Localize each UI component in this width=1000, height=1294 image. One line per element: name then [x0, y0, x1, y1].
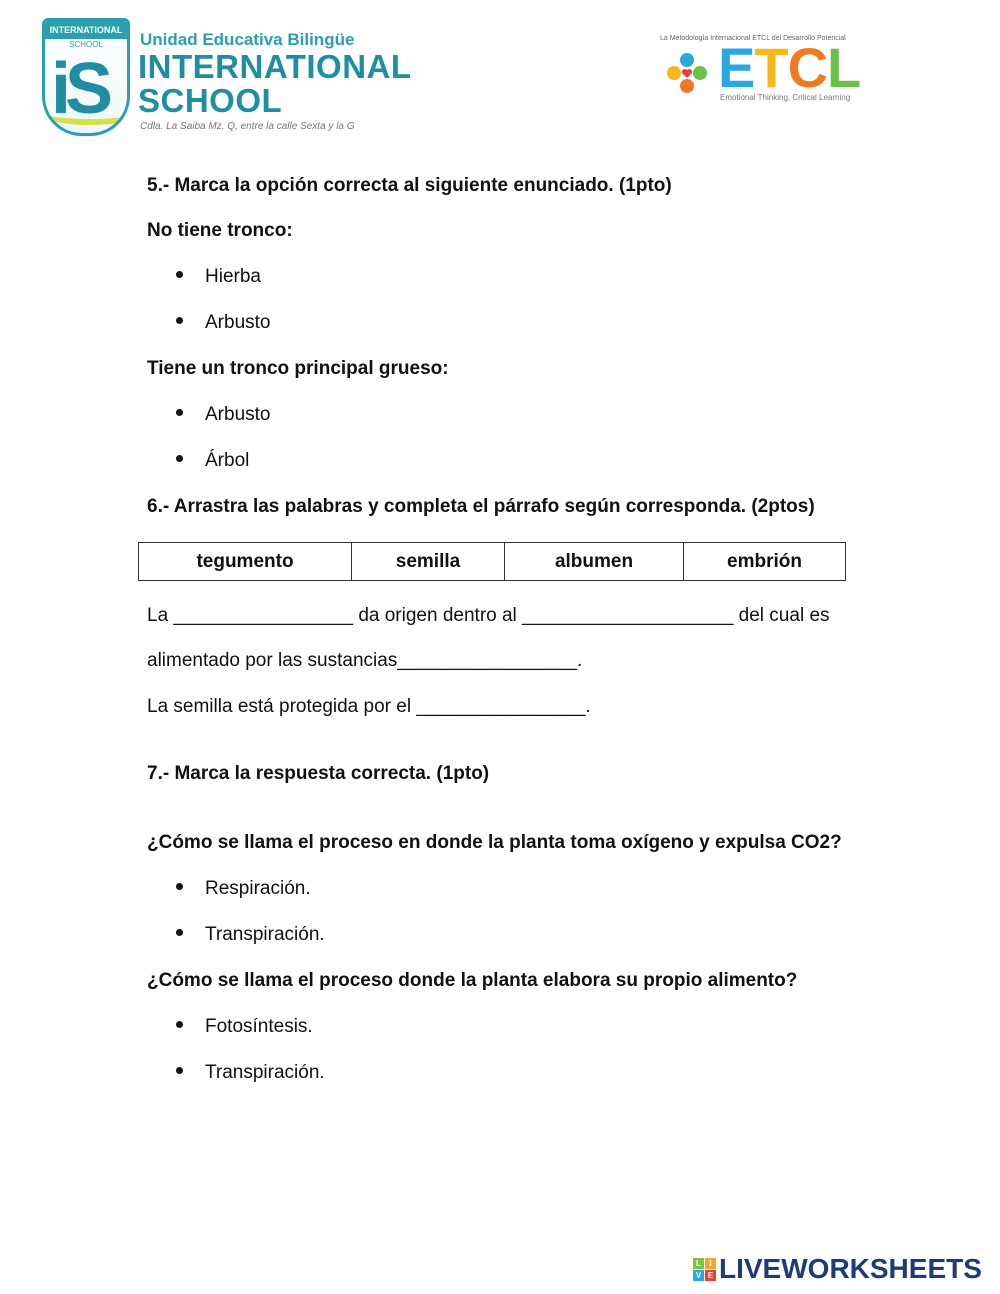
school-line3: SCHOOL — [138, 82, 283, 119]
etcl-tagline-top: La Metodología Internacional ETCL del Desarrollo Potencial — [660, 35, 846, 42]
bullet-icon — [176, 1021, 183, 1028]
option-label: Fotosíntesis. — [205, 1016, 313, 1037]
q6-title: 6.- Arrastra las palabras y completa el párrafo según corresponda. (2ptos) — [147, 496, 815, 517]
shield-monogram: iS — [51, 49, 108, 129]
q6-line-2[interactable]: alimentado por las sustancias_________________. — [147, 650, 583, 671]
word-albumen[interactable]: albumen — [505, 543, 684, 581]
bullet-icon — [176, 455, 183, 462]
school-line2: INTERNATIONAL — [138, 48, 412, 85]
option-label: Árbol — [205, 450, 250, 471]
block-i: I — [705, 1258, 716, 1269]
q5-option-arbol[interactable] — [176, 450, 249, 472]
school-name — [138, 50, 412, 118]
q5-option-hierba[interactable] — [176, 266, 261, 288]
bullet-icon — [176, 409, 183, 416]
word-tegumento[interactable]: tegumento — [139, 543, 352, 581]
brand-name: LIVEWORKSHEETS — [719, 1253, 982, 1284]
block-v: V — [693, 1270, 704, 1281]
bullet-icon — [176, 929, 183, 936]
q5-title: 5.- Marca la opción correcta al siguiente enunciado. (1pto) — [147, 175, 672, 196]
q6-line-1[interactable]: La _________________ da origen dentro al ____________________ del cual es — [147, 605, 830, 626]
option-label: Transpiración. — [205, 1062, 325, 1083]
q7-prompt-2: ¿Cómo se llama el proceso donde la planta elabora su propio alimento? — [147, 970, 798, 991]
bullet-icon — [176, 1067, 183, 1074]
block-l: L — [693, 1258, 704, 1269]
option-label: Respiración. — [205, 878, 311, 899]
liveworksheets-logo — [693, 1255, 982, 1283]
etcl-letter-c: C — [787, 36, 828, 99]
word-embrion[interactable]: embrión — [684, 543, 846, 581]
school-logo-shield — [42, 18, 130, 136]
q5-option-arbusto[interactable] — [176, 312, 270, 334]
word-semilla[interactable]: semilla — [352, 543, 505, 581]
block-e: E — [705, 1270, 716, 1281]
q7-option-transpiracion-2[interactable] — [176, 1062, 325, 1084]
live-blocks-icon — [693, 1258, 716, 1281]
hands-heart-icon — [662, 48, 712, 98]
q7-option-transpiracion[interactable] — [176, 924, 325, 946]
q7-prompt-1: ¿Cómo se llama el proceso en donde la planta toma oxígeno y expulsa CO2? — [147, 832, 842, 853]
q5-prompt-2: Tiene un tronco principal grueso: — [147, 358, 449, 379]
option-label: Transpiración. — [205, 924, 325, 945]
bullet-icon — [176, 317, 183, 324]
q7-option-respiracion[interactable] — [176, 878, 311, 900]
q5-prompt-1: No tiene tronco: — [147, 220, 293, 241]
q7-title: 7.- Marca la respuesta correcta. (1pto) — [147, 763, 490, 784]
q7-option-fotosintesis[interactable] — [176, 1016, 313, 1038]
q5-option-arbusto-2[interactable] — [176, 404, 270, 426]
q6-line-3[interactable]: La semilla está protegida por el ________________. — [147, 696, 591, 717]
word-bank — [138, 542, 846, 581]
shield-sub: SCHOOL — [69, 40, 103, 49]
bullet-icon — [176, 883, 183, 890]
etcl-letter-l: L — [827, 36, 861, 99]
shield-band: INTERNATIONAL — [45, 21, 127, 39]
school-address: Cdla. La Saiba Mz. Q, entre la calle Sexta y la G — [140, 121, 355, 132]
etcl-letter-t: T — [754, 36, 788, 99]
etcl-tagline-bottom: Emotional Thinking, Critical Learning — [720, 93, 851, 102]
school-line1: Unidad Educativa Bilingüe — [140, 30, 355, 49]
option-label: Hierba — [205, 266, 261, 287]
option-label: Arbusto — [205, 312, 271, 333]
option-label: Arbusto — [205, 404, 271, 425]
etcl-letter-e: E — [718, 36, 755, 99]
bullet-icon — [176, 271, 183, 278]
